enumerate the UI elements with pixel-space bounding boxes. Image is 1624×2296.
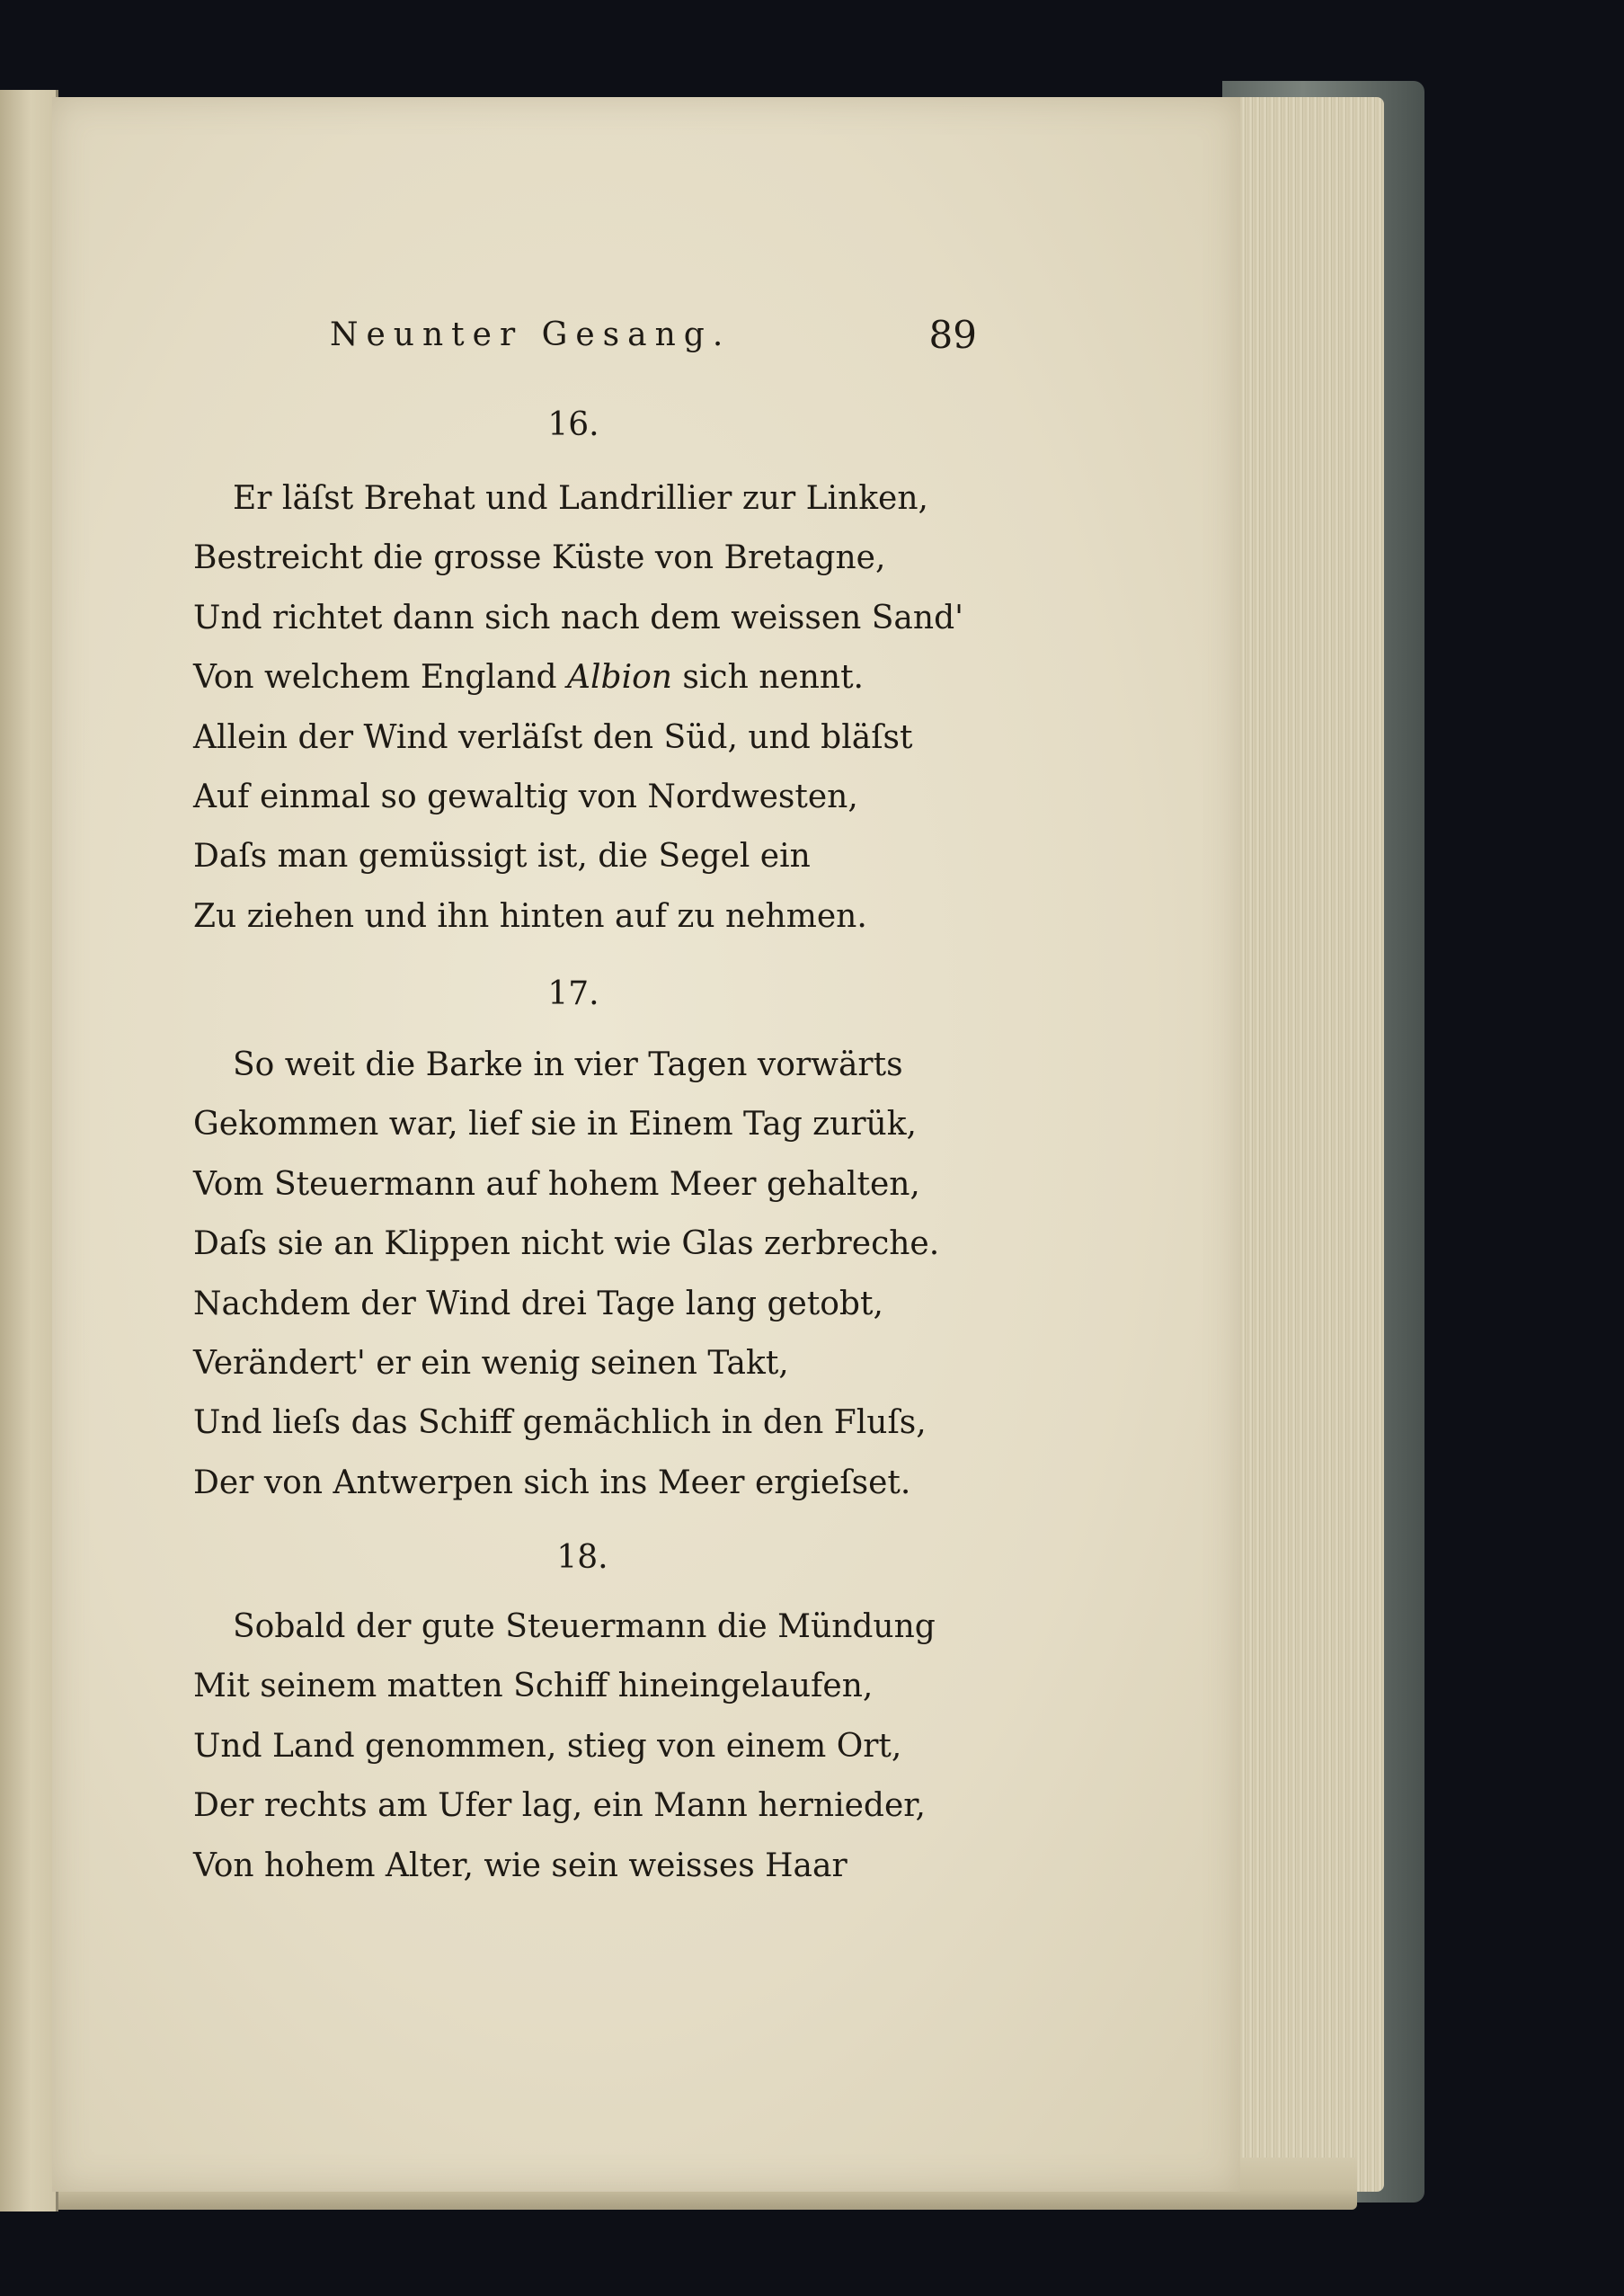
verse-line: Und Land genommen, stieg von einem Ort, bbox=[193, 1727, 902, 1765]
verse-line: Vom Steuermann auf hohem Meer gehalten, bbox=[193, 1165, 920, 1203]
verse-line: Mit seinem matten Schiff hineingelaufen, bbox=[193, 1668, 874, 1705]
verse-line: So weit die Barke in vier Tagen vorwärts bbox=[233, 1046, 903, 1083]
running-head bbox=[330, 313, 977, 367]
verse-line: Der rechts am Ufer lag, ein Mann hernieder, bbox=[193, 1787, 926, 1825]
verse-line: Er läſst Brehat und Landrillier zur Linken, bbox=[233, 480, 928, 517]
stanza bbox=[193, 1036, 984, 1513]
verse-line: Gekommen war, lief sie in Einem Tag zurük, bbox=[193, 1106, 917, 1144]
verse-line: Daſs man gemüssigt ist, die Segel ein bbox=[193, 838, 811, 876]
verse-line: Und richtet dann sich nach dem weissen Sand' bbox=[193, 599, 964, 636]
stanza bbox=[193, 1597, 984, 1896]
stanza bbox=[193, 469, 984, 947]
verse-line: Verändert' er ein wenig seinen Takt, bbox=[193, 1344, 789, 1382]
page-number: 89 bbox=[928, 313, 977, 357]
verse-line: Auf einmal so gewaltig von Nordwesten, bbox=[193, 778, 858, 815]
verse-line: Nachdem der Wind drei Tage lang getobt, bbox=[193, 1285, 883, 1322]
stanza-number: 17. bbox=[547, 975, 599, 1012]
verse-line: Sobald der gute Steuermann die Mündung bbox=[233, 1608, 936, 1645]
verse-line: Zu ziehen und ihn hinten auf zu nehmen. bbox=[193, 897, 867, 935]
verse-line: Von hohem Alter, wie sein weisses Haar bbox=[193, 1847, 847, 1884]
verse-line: Bestreicht die grosse Küste von Bretagne, bbox=[193, 539, 886, 577]
stanza-number: 16. bbox=[547, 406, 599, 443]
verse-line: Und lieſs das Schiff gemächlich in den Fluſs, bbox=[193, 1404, 927, 1442]
verse-line: Daſs sie an Klippen nicht wie Glas zerbreche. bbox=[193, 1225, 940, 1263]
verse-line: Allein der Wind verläſst den Süd, und bläſst bbox=[193, 718, 913, 756]
verse-line: Der von Antwerpen sich ins Meer ergieſset. bbox=[193, 1464, 911, 1501]
verse-line bbox=[193, 648, 984, 707]
page-stack-edge bbox=[1231, 97, 1384, 2192]
previous-page-edge bbox=[0, 90, 58, 2211]
emphasized-word: Albion bbox=[567, 659, 672, 697]
verse-line-start: Von welchem England bbox=[193, 659, 557, 697]
stanza-number: 18. bbox=[556, 1539, 608, 1576]
verse-line-end: sich nennt. bbox=[682, 659, 864, 697]
running-title: Neunter Gesang. bbox=[330, 316, 732, 353]
